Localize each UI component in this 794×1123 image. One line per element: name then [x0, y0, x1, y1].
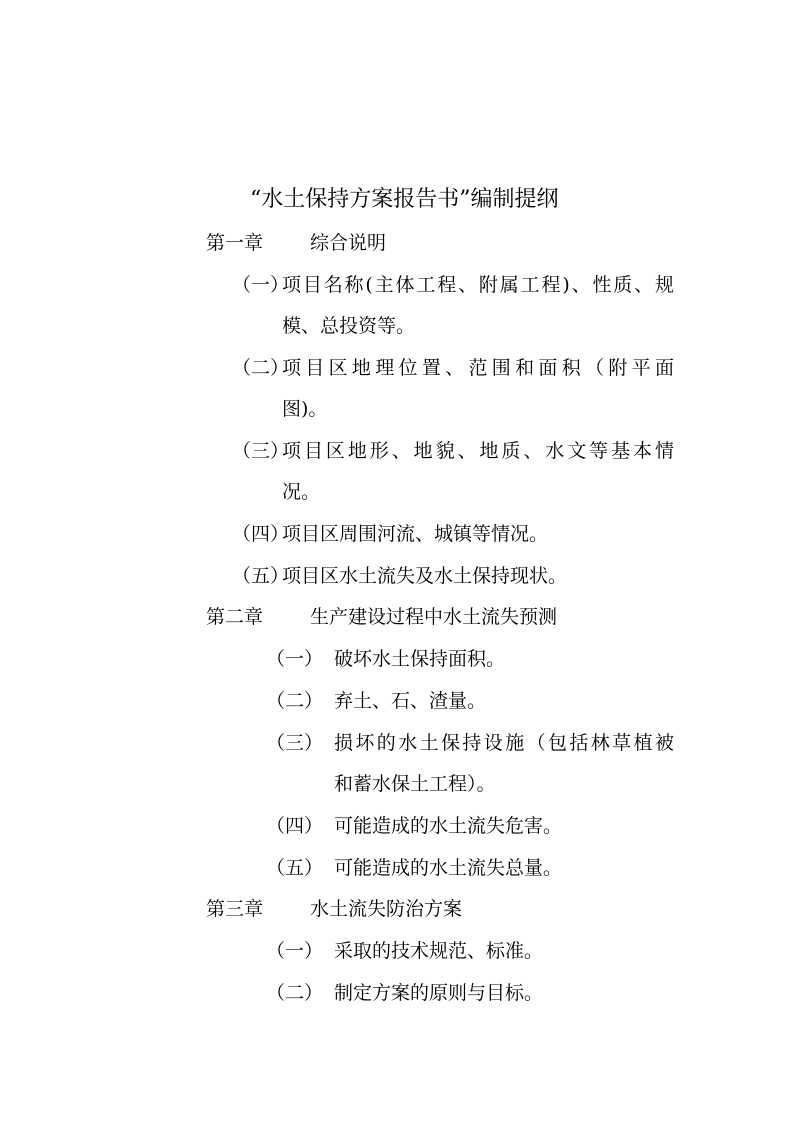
- list-item-text: 况。: [282, 481, 321, 503]
- list-item-text: 制定方案的原则与目标。: [334, 982, 544, 1004]
- chapter-label: 第三章: [206, 898, 264, 920]
- list-item-text: 弃土、石、渣量。: [334, 690, 487, 712]
- list-item-text: 和蓄水保土工程）。: [334, 773, 496, 795]
- list-item-number: （一）: [266, 648, 324, 670]
- chapter-heading: [206, 231, 387, 255]
- list-item-number: （三）: [232, 440, 290, 462]
- list-item-number: （一）: [232, 274, 290, 296]
- list-item-number: （二）: [266, 982, 324, 1004]
- list-item-number: （二）: [266, 690, 324, 712]
- list-item-text: 项目区地形、地貌、地质、水文等基本情: [282, 440, 674, 462]
- chapter-heading: [206, 605, 558, 629]
- list-item-number: （五）: [266, 857, 324, 879]
- list-item-text: 项目区水土流失及水土保持现状。: [282, 565, 568, 587]
- chapter-title: 综合说明: [310, 232, 387, 254]
- list-item-number: （四）: [232, 523, 290, 545]
- list-item-text: 图)。: [282, 398, 328, 420]
- list-item-text: 损坏的水土保持设施（包括林草植被: [334, 732, 674, 754]
- chapter-label: 第一章: [206, 232, 264, 254]
- chapter-title: 水土流失防治方案: [310, 898, 463, 920]
- list-item-text: 可能造成的水土流失危害。: [334, 815, 563, 837]
- list-item-text: 模、总投资等。: [282, 315, 416, 337]
- list-item-text: 采取的技术规范、标准。: [334, 940, 544, 962]
- list-item-number: （一）: [266, 940, 324, 962]
- list-item-number: （四）: [266, 815, 324, 837]
- list-item-number: （三）: [266, 732, 324, 754]
- list-item-text: 项目区地理位置、范围和面积（附平面: [282, 357, 674, 379]
- list-item-text: 项目名称(主体工程、附属工程)、性质、规: [282, 274, 674, 296]
- list-item-text: 项目区周围河流、城镇等情况。: [282, 523, 549, 545]
- list-item-number: （二）: [232, 357, 290, 379]
- list-item-text: 破坏水土保持面积。: [334, 648, 506, 670]
- document-title: “水土保持方案报告书”编制提纲: [250, 187, 559, 212]
- chapter-label: 第二章: [206, 606, 264, 628]
- list-item-text: 可能造成的水土流失总量。: [334, 857, 563, 879]
- chapter-heading: [206, 897, 463, 921]
- list-item-number: （五）: [232, 565, 290, 587]
- chapter-title: 生产建设过程中水土流失预测: [310, 606, 558, 628]
